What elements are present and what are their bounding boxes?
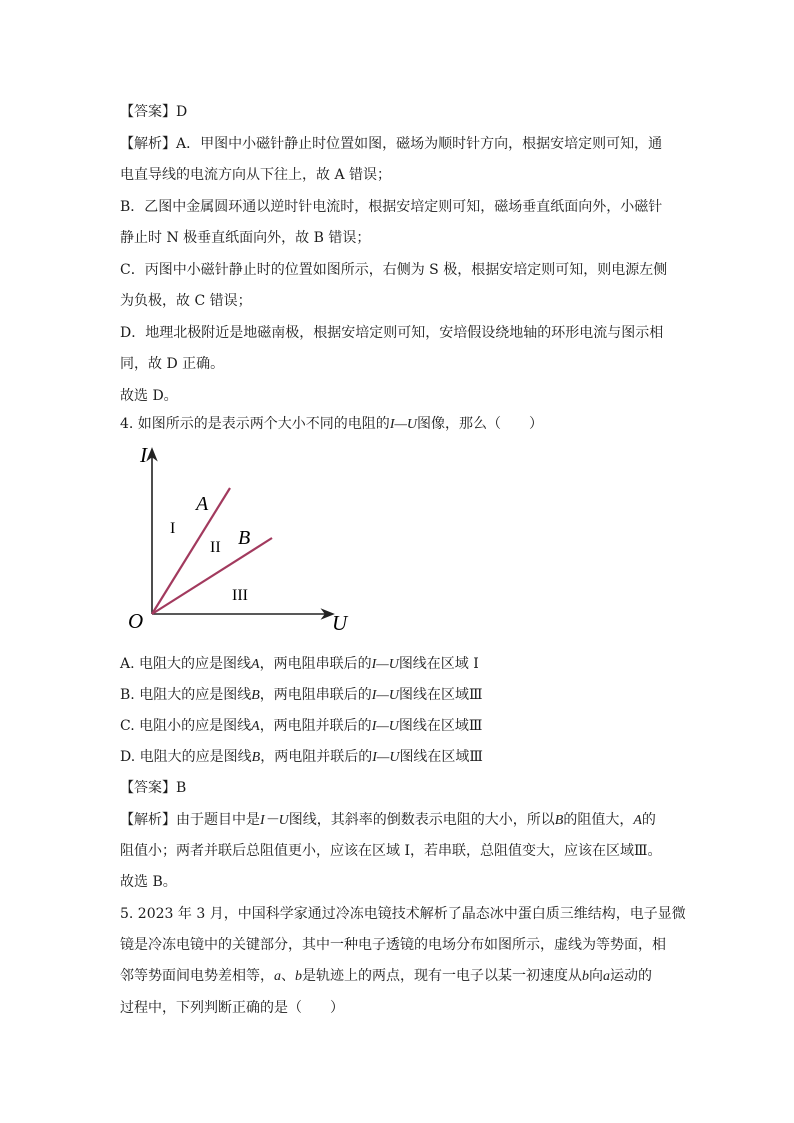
q4-conclusion: 故选 B。: [120, 874, 177, 890]
q3-analysis-line-1: 【解析】A．甲图中小磁针静止时位置如图，磁场为顺时针方向，根据安培定则可知，通: [120, 136, 663, 152]
region-1-label: I: [170, 520, 176, 537]
region-2-label: II: [210, 539, 221, 556]
q3-analysis-line-6: 为负极，故 C 错误；: [120, 293, 252, 309]
line-a-label: A: [196, 493, 209, 515]
q3-analysis-line-7: D．地理北极附近是地磁南极，根据安培定则可知，安培假设绕地轴的环形电流与图示相: [120, 325, 664, 341]
q3-analysis-line-5: C．丙图中小磁针静止时的位置如图所示，右侧为 S 极，根据安培定则可知，则电源左侧: [120, 262, 668, 278]
q5-stem-line-3: 邻等势面间电势差相等，a、b是轨迹上的两点，现有一电子以某一初速度从b向a运动的: [120, 968, 652, 984]
q3-analysis-line-4: 静止时 N 极垂直纸面向外，故 B 错误；: [120, 230, 371, 246]
q3-analysis-line-3: B．乙图中金属圆环通以逆时针电流时，根据安培定则可知，磁场垂直纸面向外，小磁针: [120, 199, 663, 215]
origin-label: O: [128, 609, 144, 633]
q5-stem-line-2: 镜是冷冻电镜中的关键部分，其中一种电子透镜的电场分布如图所示，虚线为等势面，相: [120, 937, 666, 953]
q4-analysis-line-1: 【解析】由于题目中是I－U图线，其斜率的倒数表示电阻的大小，所以B的阻值大，A的: [120, 812, 656, 828]
q3-conclusion: 故选 D。: [120, 388, 178, 404]
q5-stem-line-1: 5. 2023 年 3 月，中国科学家通过冷冻电镜技术解析了晶态冰中蛋白质三维结构，电子显微: [120, 906, 686, 922]
region-3-label: III: [232, 587, 248, 604]
q4-option-a: A. 电阻大的应是图线A，两电阻串联后的I—U图线在区域 Ⅰ: [120, 656, 479, 672]
iu-symbol: I—U: [389, 417, 418, 432]
line-b-label: B: [238, 527, 251, 549]
q4-analysis-line-2: 阻值小；两者并联后总阻值更小，应该在区域 Ⅰ，若串联，总阻值变大，应该在区域Ⅲ。: [120, 843, 662, 859]
q4-answer: 【答案】B: [120, 780, 187, 796]
q3-answer: 【答案】D: [120, 104, 188, 120]
q4-option-b: B. 电阻大的应是图线B，两电阻串联后的I—U图线在区域Ⅲ: [120, 687, 483, 703]
axis-label-u: U: [332, 611, 348, 635]
q3-analysis-line-2: 电直导线的电流方向从下往上，故 A 错误；: [120, 167, 392, 183]
iu-graph-figure: [120, 440, 360, 640]
q3-analysis-line-8: 同，故 D 正确。: [120, 356, 225, 372]
q4-option-c: C. 电阻小的应是图线A，两电阻并联后的I—U图线在区域Ⅲ: [120, 718, 483, 734]
q4-option-d: D. 电阻大的应是图线B，两电阻并联后的I—U图线在区域Ⅲ: [120, 749, 483, 765]
q4-stem: 4. 如图所示的是表示两个大小不同的电阻的I—U图像，那么（ ）: [120, 416, 544, 432]
q5-stem-line-4: 过程中，下列判断正确的是（ ）: [120, 1000, 344, 1016]
axis-label-i: I: [140, 443, 147, 467]
